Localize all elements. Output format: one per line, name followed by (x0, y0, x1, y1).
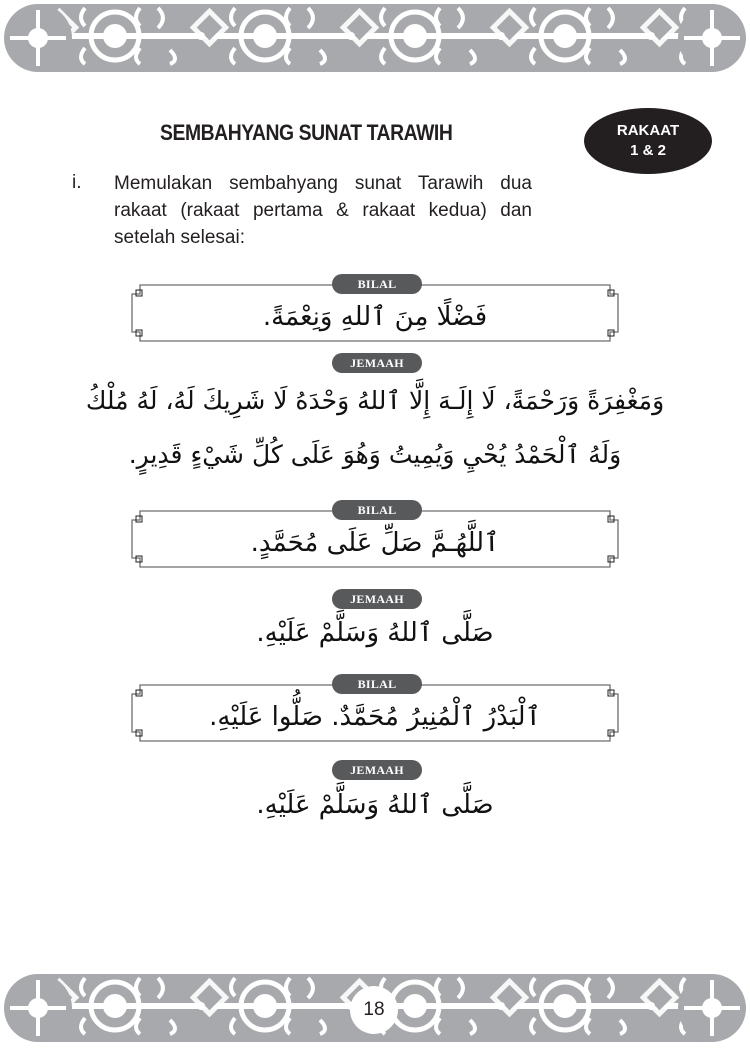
rakaat-badge-line2: 1 & 2 (630, 142, 666, 159)
arabic-line: وَمَغْفِرَةً وَرَحْمَةً، لَا إِلَـهَ إِلَّا ٱللهُ وَحْدَهُ لَا شَرِيكَ لَهُ، لَهُ مُلْكُ (85, 386, 665, 415)
role-label-jemaah: JEMAAH (332, 353, 422, 373)
arabic-line: ٱلْبَدْرُ ٱلْمُنِيرُ مُحَمَّدٌ. صَلُّوا عَلَيْهِ. (209, 702, 541, 732)
rakaat-badge-line1: RAKAAT (616, 122, 680, 139)
page-number: 18 (350, 986, 398, 1034)
arabic-line: صَلَّى ٱللهُ وَسَلَّمْ عَلَيْهِ. (256, 790, 494, 820)
arabic-line: وَلَهُ ٱلْحَمْدُ يُحْيِ وَيُمِيتُ وَهُوَ عَلَى كُلِّ شَيْءٍ قَدِيرٍ. (128, 440, 622, 469)
role-label-jemaah: JEMAAH (332, 589, 422, 609)
intro-paragraph: Memulakan sembahyang sunat Tarawih dua rakaat (rakaat pertama & rakaat kedua) dan setelah selesai: (114, 173, 532, 248)
arabic-line: ٱللَّهُـمَّ صَلِّ عَلَى مُحَمَّدٍ. (250, 528, 500, 558)
role-label-bilal: BILAL (332, 274, 422, 294)
arabic-line: صَلَّى ٱللهُ وَسَلَّمْ عَلَيْهِ. (256, 618, 494, 648)
list-marker: i. (72, 172, 82, 193)
top-ornament-border (0, 0, 750, 78)
role-label-bilal: BILAL (332, 500, 422, 520)
role-label-jemaah: JEMAAH (332, 760, 422, 780)
arabic-line: فَضْلًا مِنَ ٱللهِ وَنِعْمَةً. (262, 302, 488, 332)
role-label-bilal: BILAL (332, 674, 422, 694)
page-title: SEMBAHYANG SUNAT TARAWIH (160, 120, 453, 145)
rakaat-badge (584, 108, 712, 174)
